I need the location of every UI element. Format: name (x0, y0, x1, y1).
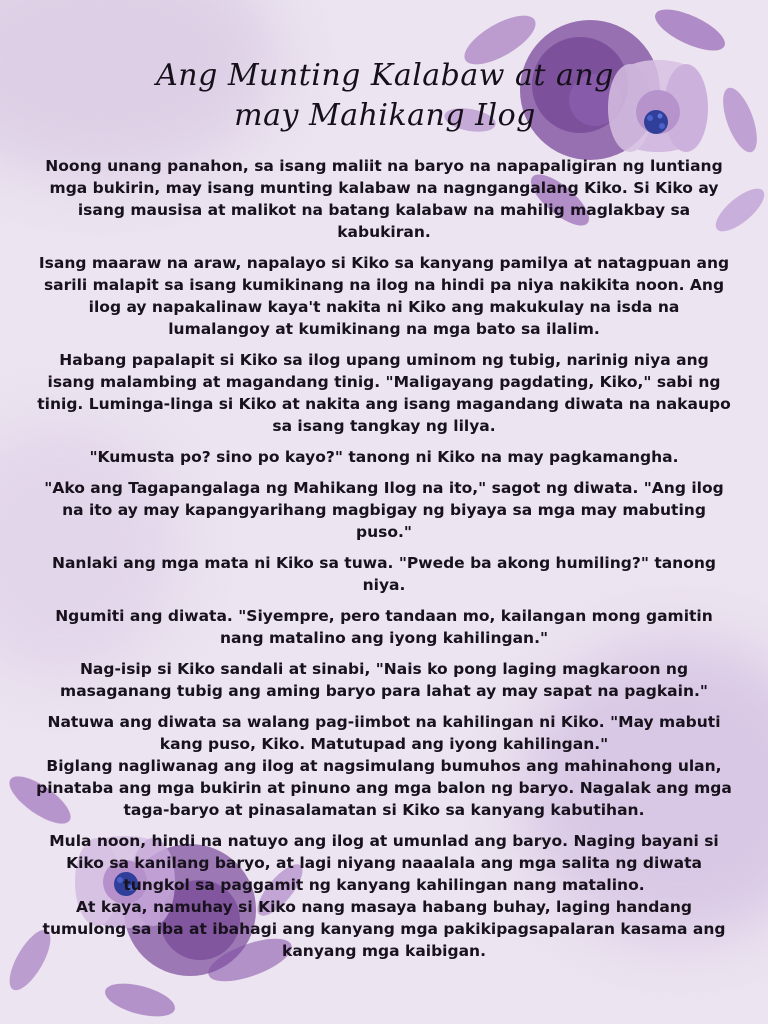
story-paragraph: Nag-isip si Kiko sandali at sinabi, "Nais ko pong laging magkaroon ng masaganang tubig ang aming baryo para lahat ay may sapat na pagkain." (60, 660, 708, 700)
story-paragraph: Biglang nagliwanag ang ilog at nagsimulang bumuhos ang mahinahong ulan, pinataba ang mga bukirin at pinuno ang mga balon ng baryo. Nagalak ang mga taga-baryo at pinasalamatan si Kiko sa kanyang kabutihan. (36, 757, 732, 819)
story-title (130, 56, 640, 136)
story-paragraph: Noong unang panahon, sa isang maliit na baryo na napapaligiran ng luntiang mga bukirin, may isang munting kalabaw na nagngangalang Kiko. Si Kiko ay isang mausisa at malikot na batang kalabaw na mahilig maglakbay sa kabukiran. (45, 157, 723, 241)
story-paragraph: Habang papalapit si Kiko sa ilog upang uminom ng tubig, narinig niya ang isang malambing at magandang tinig. "Maligayang pagdating, Kiko," sabi ng tinig. Luminga-linga si Kiko at nakita ang isang magandang diwata na nakaupo sa isang tangkay ng lilya. (37, 351, 731, 435)
story-paragraph: Mula noon, hindi na natuyo ang ilog at umunlad ang baryo. Naging bayani si Kiko sa kanilang baryo, at lagi niyang naaalala ang mga salita ng diwata tungkol sa paggamit ng kanyang kahilingan nang matalino. (49, 832, 719, 894)
story-paragraph: Ngumiti ang diwata. "Siyempre, pero tandaan mo, kailangan mong gamitin nang matalino ang iyong kahilingan." (55, 607, 713, 647)
story-body (36, 155, 732, 971)
title-line-2: may Mahikang Ilog (234, 98, 536, 133)
story-paragraph: "Kumusta po? sino po kayo?" tanong ni Kiko na may pagkamangha. (89, 448, 679, 466)
title-line-1: Ang Munting Kalabaw at ang (156, 58, 614, 93)
story-paragraph: At kaya, namuhay si Kiko nang masaya habang buhay, laging handang tumulong sa iba at ibahagi ang kanyang mga pakikipagsapalaran kasama ang kanyang mga kaibigan. (42, 898, 726, 960)
story-paragraph: Natuwa ang diwata sa walang pag-iimbot na kahilingan ni Kiko. "May mabuti kang puso, Kiko. Matutupad ang iyong kahilingan." (47, 713, 721, 753)
story-paragraph: "Ako ang Tagapangalaga ng Mahikang Ilog na ito," sagot ng diwata. "Ang ilog na ito ay may kapangyarihang magbigay ng biyaya sa mga may mabuting puso." (44, 479, 724, 541)
story-paragraph: Isang maaraw na araw, napalayo si Kiko sa kanyang pamilya at natagpuan ang sarili malapit sa isang kumikinang na ilog na hindi pa niya nakikita noon. Ang ilog ay napakalinaw kaya't nakita ni Kiko ang makukulay na isda na lumalangoy at kumikinang na mga bato sa ilalim. (38, 254, 730, 338)
story-paragraph: Nanlaki ang mga mata ni Kiko sa tuwa. "Pwede ba akong humiling?" tanong niya. (52, 554, 716, 594)
